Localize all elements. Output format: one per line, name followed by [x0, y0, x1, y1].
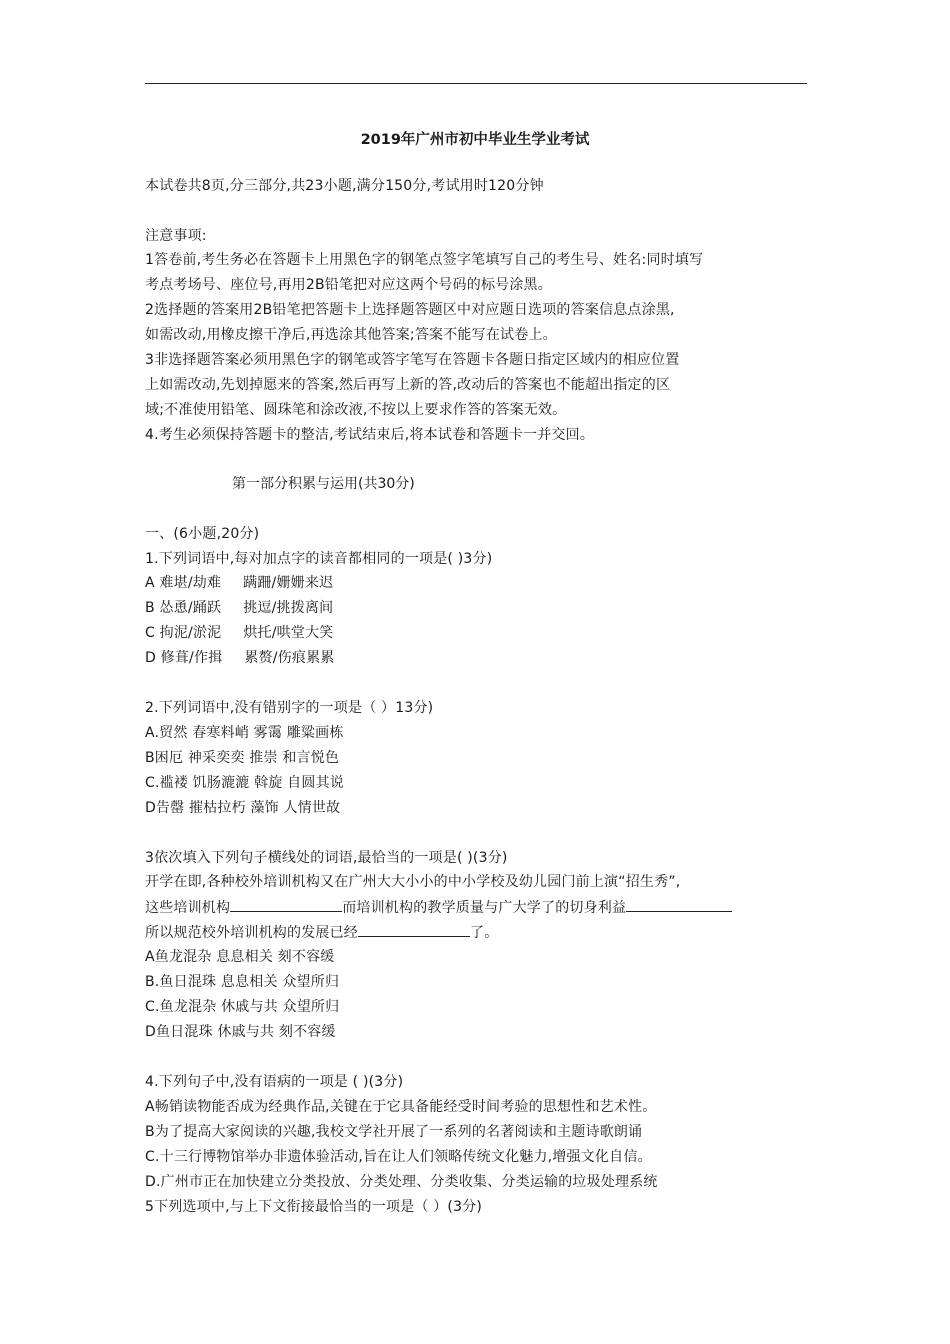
q1-option-words: 烘托/哄堂大笑 — [243, 625, 334, 641]
q3-passage-text: 所以规范校外培训机构的发展已经 — [145, 925, 358, 941]
q1-option — [145, 623, 333, 643]
q3-option: C.鱼龙混杂 休戚与共 众望所归 — [145, 999, 340, 1015]
notice-line: 1答卷前,考生务必在答题卡上用黑色字的钢笔点签字笔填写自己的考生号、姓名:同时填写 — [145, 252, 704, 268]
answer-blank — [626, 897, 732, 912]
q1-option — [145, 598, 333, 618]
q4-option: D.广州市正在加快建立分类投放、分类处理、分类收集、分类运输的垃圾处理系统 — [145, 1174, 658, 1190]
q3-passage-text: 了。 — [470, 925, 499, 941]
exam-intro: 本试卷共8页,分三部分,共23小题,满分150分,考试用时120分钟 — [145, 178, 544, 194]
q1-option-label: B — [145, 600, 155, 616]
q3-option: B.鱼日混珠 息息相关 众望所归 — [145, 974, 340, 990]
q1-option-words: 怂恿/踊跃 — [159, 600, 222, 616]
exam-title: 2019年广州市初中毕业生学业考试 — [360, 132, 590, 148]
notice-line: 上如需改动,先划掉愿来的答案,然后再写上新的答,改动后的答案也不能超出指定的区 — [145, 377, 671, 393]
q3-option: D鱼日混珠 休戚与共 刻不容缓 — [145, 1024, 336, 1040]
section1-heading: 一、(6小题,20分) — [145, 526, 260, 542]
q1-option-label: D — [145, 650, 156, 666]
header-rule — [145, 83, 807, 84]
q1-option — [145, 648, 334, 668]
q2-option: B困厄 神采奕奕 推崇 和言悦色 — [145, 750, 340, 766]
notice-line: 4.考生必须保持答题卡的整洁,考试结束后,将本试卷和答题卡一并交回。 — [145, 427, 595, 443]
q1-option-words: 难堪/劫难 — [159, 575, 222, 591]
q3-passage: 开学在即,各种校外培训机构又在广州大大小小的中小学校及幼儿园门前上演“招生秀”, — [145, 874, 681, 890]
part1-heading: 第一部分积累与运用(共30分) — [232, 476, 415, 492]
q1-option-label: C — [145, 625, 155, 641]
notice-line: 考点考场号、座位号,再用2B铅笔把对应这两个号码的标号涂黑。 — [145, 277, 552, 293]
q3-passage-text: 而培训机构的教学质量与广大学了的切身利益 — [342, 900, 627, 916]
q4-option: A畅销读物能否成为经典作品,关键在于它具备能经受时间考验的思想性和艺术性。 — [145, 1099, 657, 1115]
notice-line: 3非选择题答案必须用黑色字的钢笔或答字笔写在答题卡各题日指定区域内的相应位置 — [145, 352, 680, 368]
q3-option: A鱼龙混杂 息息相关 刻不容缓 — [145, 949, 335, 965]
q1-stem: 1.下列词语中,每对加点字的读音都相同的一项是( )3分) — [145, 551, 493, 567]
q3-passage-text: 这些培训机构 — [145, 900, 231, 916]
q4-stem: 4.下列句子中,没有语病的一项是 ( )(3分) — [145, 1074, 404, 1090]
notice-line: 域;不准使用铅笔、圆珠笔和涂改液,不按以上要求作答的答案无效。 — [145, 402, 567, 418]
q1-option — [145, 573, 333, 593]
q1-option-words: 挑逗/挑拨离间 — [243, 600, 334, 616]
q3-stem: 3依次填入下列句子横线处的词语,最恰当的一项是( )(3分) — [145, 850, 508, 866]
q1-option-label: A — [145, 575, 155, 591]
q2-option: D告罄 摧枯拉朽 藻饰 人情世故 — [145, 800, 341, 816]
notice-line: 2选择题的答案用2B铅笔把答题卡上选择题答题区中对应题日选项的答案信息点涂黑, — [145, 302, 675, 318]
q3-passage — [145, 897, 732, 918]
answer-blank — [358, 922, 470, 937]
q1-option-words: 拘泥/淤泥 — [159, 625, 222, 641]
q4-option: B为了提高大家阅读的兴趣,我校文学社开展了一系列的名著阅读和主题诗歌朗诵 — [145, 1124, 643, 1140]
answer-blank — [230, 897, 342, 912]
q4-option: C.十三行博物馆举办非遗体验活动,旨在让人们领略传统文化魅力,增强文化自信。 — [145, 1149, 652, 1165]
q2-option: A.贸然 春寒料峭 雾霭 雕粱画栋 — [145, 725, 344, 741]
q2-stem: 2.下列词语中,没有错别字的一项是（ ）13分) — [145, 700, 434, 716]
notice-heading: 注意事项: — [145, 228, 207, 244]
q1-option-words: 累赘/伤痕累累 — [244, 650, 335, 666]
q5-stem: 5下列选项中,与上下文衔接最恰当的一项是（ ）(3分) — [145, 1199, 483, 1215]
q1-option-words: 蹒跚/姗姗来迟 — [243, 575, 334, 591]
q2-option: C.褴褛 饥肠漉漉 斡旋 自圆其说 — [145, 775, 344, 791]
q3-passage — [145, 922, 498, 943]
notice-line: 如需改动,用橡皮擦干净后,再选涂其他答案;答案不能写在试卷上。 — [145, 327, 557, 343]
q1-option-words: 修葺/作揖 — [160, 650, 223, 666]
